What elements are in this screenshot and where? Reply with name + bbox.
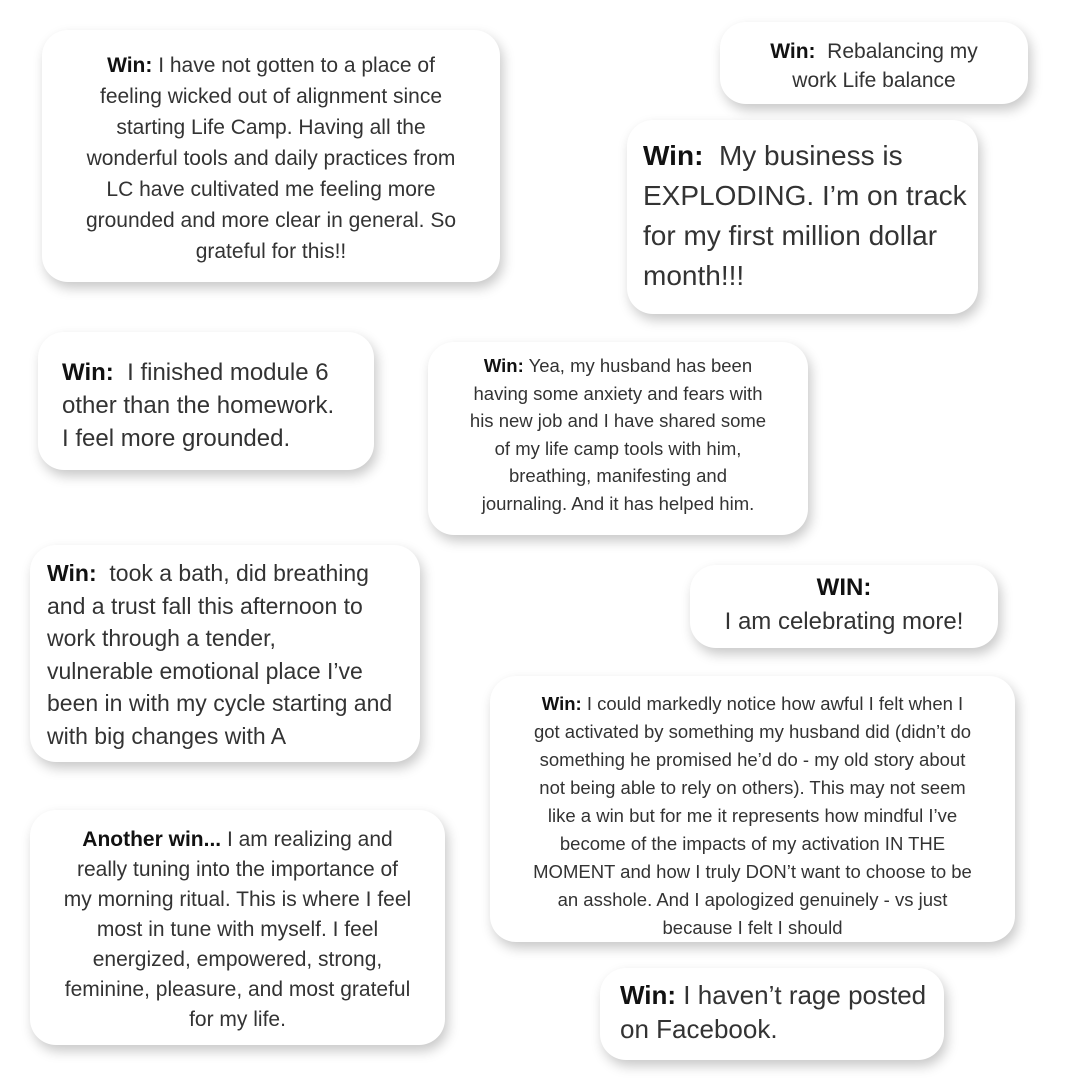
card-text: grounded and more clear in general. So [85, 209, 457, 232]
card-text-line [47, 687, 420, 720]
card-text-line [428, 462, 808, 490]
card-text-line [490, 858, 1015, 886]
card-text-line [620, 1012, 944, 1046]
win-card [42, 30, 500, 282]
win-label: Win: [483, 355, 524, 376]
card-text: for my first million dollar [643, 220, 938, 251]
card-text-line [643, 136, 978, 176]
win-label: WIN: [816, 574, 872, 601]
card-text: breathing, manifesting and [508, 465, 728, 486]
card-text-line [30, 825, 445, 855]
card-text: wonderful tools and daily practices from [86, 147, 456, 170]
card-text-line [490, 914, 1015, 942]
win-card [490, 676, 1015, 942]
card-text: vulnerable emotional place I’ve [47, 657, 363, 684]
win-label: Win: [62, 359, 114, 386]
card-text-line [490, 718, 1015, 746]
card-text-line [690, 605, 998, 639]
card-text-line [428, 380, 808, 408]
win-card [30, 545, 420, 762]
win-label: Win: [107, 54, 153, 77]
card-text: not being able to rely on others). This may not seem [539, 777, 966, 798]
card-text: I have not gotten to a place of [152, 54, 435, 77]
card-text-line [720, 37, 1028, 66]
card-text-line [643, 256, 978, 296]
win-card [30, 810, 445, 1045]
card-text: because I felt I should [662, 917, 843, 938]
card-text-line [428, 490, 808, 518]
card-text-line [42, 50, 500, 81]
card-text-line [47, 622, 420, 655]
card-text: work through a tender, [47, 625, 276, 651]
card-text-line [42, 236, 500, 267]
card-text-line [42, 81, 500, 112]
card-text-line [428, 435, 808, 463]
card-text: journaling. And it has helped him. [481, 492, 755, 514]
card-text: other than the homework. [62, 392, 335, 419]
win-label: Win: [541, 693, 582, 714]
card-text-line [720, 66, 1028, 95]
win-card [600, 968, 944, 1060]
win-card [627, 120, 978, 314]
card-text-line [490, 746, 1015, 774]
card-text: something he promised he’d do - my old story about [539, 749, 966, 770]
card-text: got activated by something my husband did (didn’t do [533, 721, 972, 742]
card-text-line [47, 720, 420, 753]
card-text-line [490, 830, 1015, 858]
card-text-line [47, 557, 420, 590]
card-text: really tuning into the importance of [76, 858, 399, 881]
card-text-line [42, 143, 500, 174]
card-text: EXPLODING. I’m on track [643, 180, 967, 211]
win-label: Win: [643, 140, 704, 171]
card-text: energized, empowered, strong, [92, 948, 383, 971]
win-card [690, 565, 998, 648]
card-text: I finished module 6 [113, 359, 329, 386]
card-text: I haven’t rage posted [676, 980, 927, 1010]
card-text-line [62, 422, 374, 455]
win-card [38, 332, 374, 470]
card-text: of my life camp tools with him, [494, 437, 742, 459]
card-text-line [47, 655, 420, 688]
card-text-line [620, 978, 944, 1012]
card-text: starting Life Camp. Having all the [116, 116, 426, 139]
card-text-line [490, 802, 1015, 830]
card-text-line [30, 975, 445, 1005]
card-text-line [30, 885, 445, 915]
card-text: I could markedly notice how awful I felt when I [581, 693, 964, 714]
card-text: on Facebook. [620, 1014, 778, 1044]
card-text: become of the impacts of my activation IN THE [559, 833, 946, 854]
card-text: his new job and I have shared some [469, 410, 767, 431]
card-text: MOMENT and how I truly DON’t want to choose to be [533, 861, 972, 882]
card-text: my morning ritual. This is where I feel [63, 888, 412, 911]
card-text-line [47, 590, 420, 623]
win-card [428, 342, 808, 535]
card-text: been in with my cycle starting and [47, 690, 393, 716]
card-text-line [490, 690, 1015, 718]
card-text: Yea, my husband has been [523, 355, 753, 376]
card-text: I am realizing and [221, 828, 393, 851]
win-label: Win: [47, 560, 97, 586]
card-text: feminine, pleasure, and most grateful [64, 978, 411, 1001]
card-text: work Life balance [792, 69, 956, 92]
win-label: Win: [620, 980, 677, 1010]
card-text: an asshole. And I apologized genuinely - vs just [557, 889, 948, 910]
card-text: like a win but for me it represents how mindful I’ve [547, 805, 958, 826]
card-text-line [428, 407, 808, 435]
card-text-line [490, 774, 1015, 802]
card-text-line [643, 216, 978, 256]
card-text-line [42, 174, 500, 205]
card-text: having some anxiety and fears with [473, 382, 763, 404]
card-text-line [62, 389, 374, 422]
card-text: I am celebrating more! [724, 608, 964, 635]
card-text-line [428, 352, 808, 380]
card-text-line [643, 176, 978, 216]
card-text-line [30, 855, 445, 885]
card-text-line [62, 356, 374, 389]
card-text: I feel more grounded. [62, 425, 291, 452]
card-text: with big changes with A [47, 722, 287, 749]
card-text: LC have cultivated me feeling more [106, 178, 436, 201]
card-text: month!!! [643, 260, 745, 291]
card-text-line [690, 571, 998, 605]
card-text: My business is [703, 140, 903, 171]
card-text: most in tune with myself. I feel [96, 918, 379, 941]
card-text-line [30, 1005, 445, 1035]
card-text: feeling wicked out of alignment since [99, 85, 443, 108]
card-text-line [30, 915, 445, 945]
card-text: Rebalancing my [815, 40, 978, 63]
card-text-line [490, 886, 1015, 914]
card-text-line [42, 205, 500, 236]
card-text-line [30, 945, 445, 975]
card-text: took a bath, did breathing [96, 560, 369, 586]
win-card [720, 22, 1028, 104]
win-label: Another win... [82, 828, 222, 851]
card-text-line [42, 112, 500, 143]
card-text: for my life. [189, 1008, 286, 1031]
win-label: Win: [770, 40, 816, 63]
card-text: grateful for this!! [195, 240, 347, 263]
card-text: and a trust fall this afternoon to [47, 592, 363, 619]
